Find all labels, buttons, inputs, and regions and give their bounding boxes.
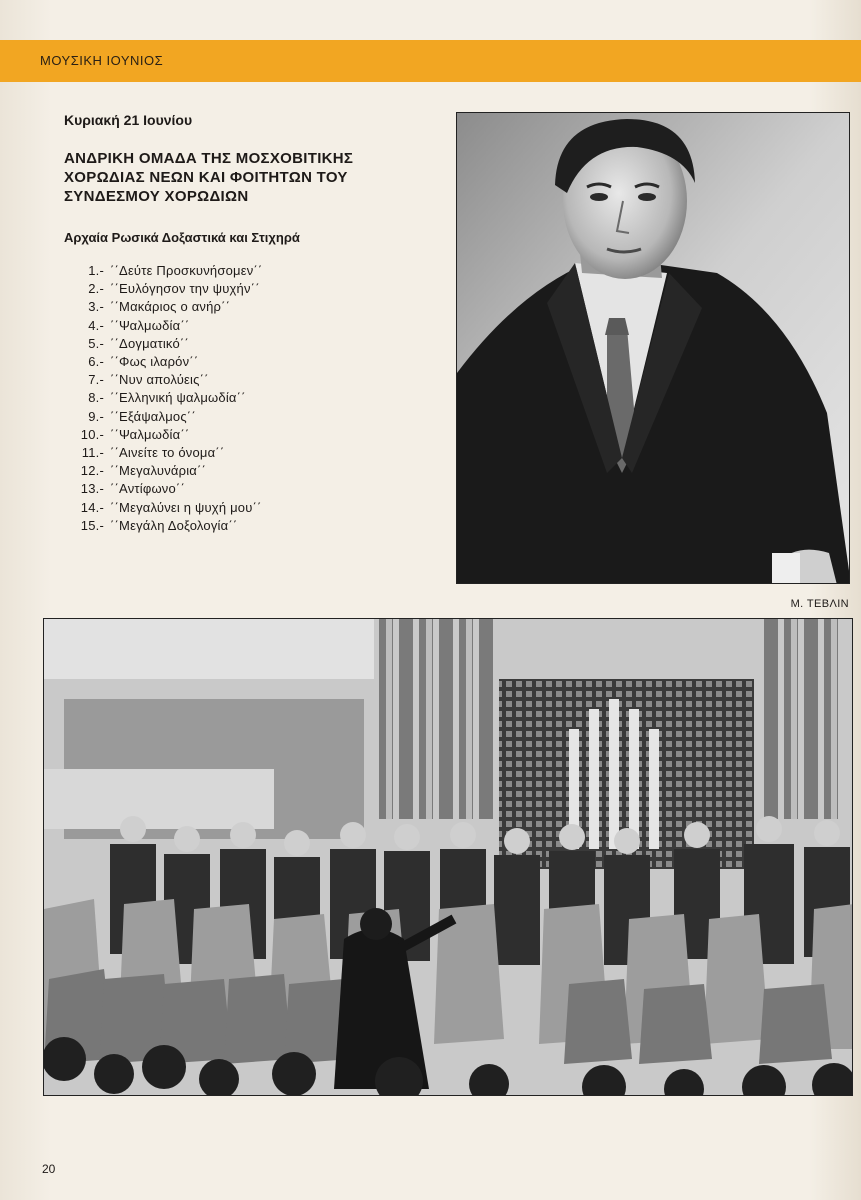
program-item bbox=[64, 444, 262, 462]
event-headline bbox=[64, 149, 444, 206]
program-list bbox=[64, 262, 262, 535]
program-item-number: 5.- bbox=[88, 335, 104, 351]
program-item-title: ΄΄Αντίφωνο΄΄ bbox=[110, 481, 185, 497]
program-item-title: ΄΄Αινείτε το όνομα΄΄ bbox=[110, 445, 225, 461]
program-item-title: ΄΄Μεγαλυνάρια΄΄ bbox=[110, 463, 207, 479]
choir-illustration bbox=[44, 619, 853, 1096]
program-item-title: ΄΄Δεύτε Προσκυνήσομεν΄΄ bbox=[110, 263, 263, 278]
program-item-number: 4.- bbox=[88, 317, 104, 333]
event-date: Κυριακή 21 Ιουνίου bbox=[64, 112, 193, 128]
program-item bbox=[64, 426, 262, 444]
program-item-title: ΄΄Ευλόγησον την ψυχήν΄΄ bbox=[110, 281, 260, 297]
program-item bbox=[64, 462, 262, 480]
program-item-number: 9.- bbox=[88, 408, 104, 424]
portrait-illustration bbox=[457, 113, 850, 584]
program-item-number: 14.- bbox=[80, 499, 104, 515]
headline-line: ΑΝΔΡΙΚΗ ΟΜΑΔΑ ΤΗΣ ΜΟΣΧΟΒΙΤΙΚΗΣ bbox=[64, 150, 354, 167]
program-item-number: 3.- bbox=[88, 299, 104, 315]
program-item-number: 6.- bbox=[88, 354, 104, 370]
program-item-number: 7.- bbox=[88, 372, 104, 388]
program-item-number: 1.- bbox=[88, 263, 104, 278]
program-item bbox=[64, 517, 262, 535]
program-item-number: 10.- bbox=[80, 426, 104, 442]
program-item bbox=[64, 298, 262, 316]
program-item-number: 15.- bbox=[80, 517, 104, 533]
section-header-label: ΜΟΥΣΙΚΗ ΙΟΥΝΙΟΣ bbox=[40, 53, 164, 68]
program-item bbox=[64, 317, 262, 335]
conductor-portrait-photo bbox=[456, 112, 850, 584]
program-item-title: ΄΄Εξάψαλμος΄΄ bbox=[110, 408, 196, 424]
program-item-number: 8.- bbox=[88, 390, 104, 406]
page-number: 20 bbox=[42, 1162, 56, 1176]
program-item bbox=[64, 408, 262, 426]
program-item-title: ΄΄Ελληνική ψαλμωδία΄΄ bbox=[110, 390, 246, 406]
program-item bbox=[64, 262, 262, 280]
program-item bbox=[64, 280, 262, 298]
program-item bbox=[64, 389, 262, 407]
program-item bbox=[64, 499, 262, 517]
portrait-caption: Μ. ΤΕΒΛΙΝ bbox=[790, 598, 849, 610]
program-item-number: 12.- bbox=[80, 463, 104, 479]
program-item-title: ΄΄Μακάριος ο ανήρ΄΄ bbox=[110, 299, 231, 315]
program-item bbox=[64, 480, 262, 498]
program-item-title: ΄΄Ψαλμωδία΄΄ bbox=[110, 426, 190, 442]
program-item-number: 11.- bbox=[81, 445, 104, 461]
program-item-title: ΄΄Μεγάλη Δοξολογία΄΄ bbox=[110, 517, 238, 533]
program-item bbox=[64, 371, 262, 389]
program-item-title: ΄΄Μεγαλύνει η ψυχή μου΄΄ bbox=[110, 499, 262, 515]
program-item-number: 13.- bbox=[80, 481, 104, 497]
program-item-title: ΄΄Νυν απολύεις΄΄ bbox=[110, 372, 209, 388]
program-item bbox=[64, 335, 262, 353]
headline-line: ΣΥΝΔΕΣΜΟΥ ΧΟΡΩΔΙΩΝ bbox=[64, 188, 249, 205]
program-subtitle: Αρχαία Ρωσικά Δοξαστικά και Στιχηρά bbox=[64, 230, 300, 245]
program-item-number: 2.- bbox=[88, 281, 104, 297]
headline-line: ΧΟΡΩΔΙΑΣ ΝΕΩΝ ΚΑΙ ΦΟΙΤΗΤΩΝ ΤΟΥ bbox=[64, 169, 348, 186]
program-item-title: ΄΄Φως ιλαρόν΄΄ bbox=[110, 354, 199, 370]
program-item-title: ΄΄Ψαλμωδία΄΄ bbox=[110, 317, 190, 333]
choir-concert-photo bbox=[43, 618, 853, 1096]
program-item bbox=[64, 353, 262, 371]
program-item-title: ΄΄Δογματικό΄΄ bbox=[110, 335, 189, 351]
